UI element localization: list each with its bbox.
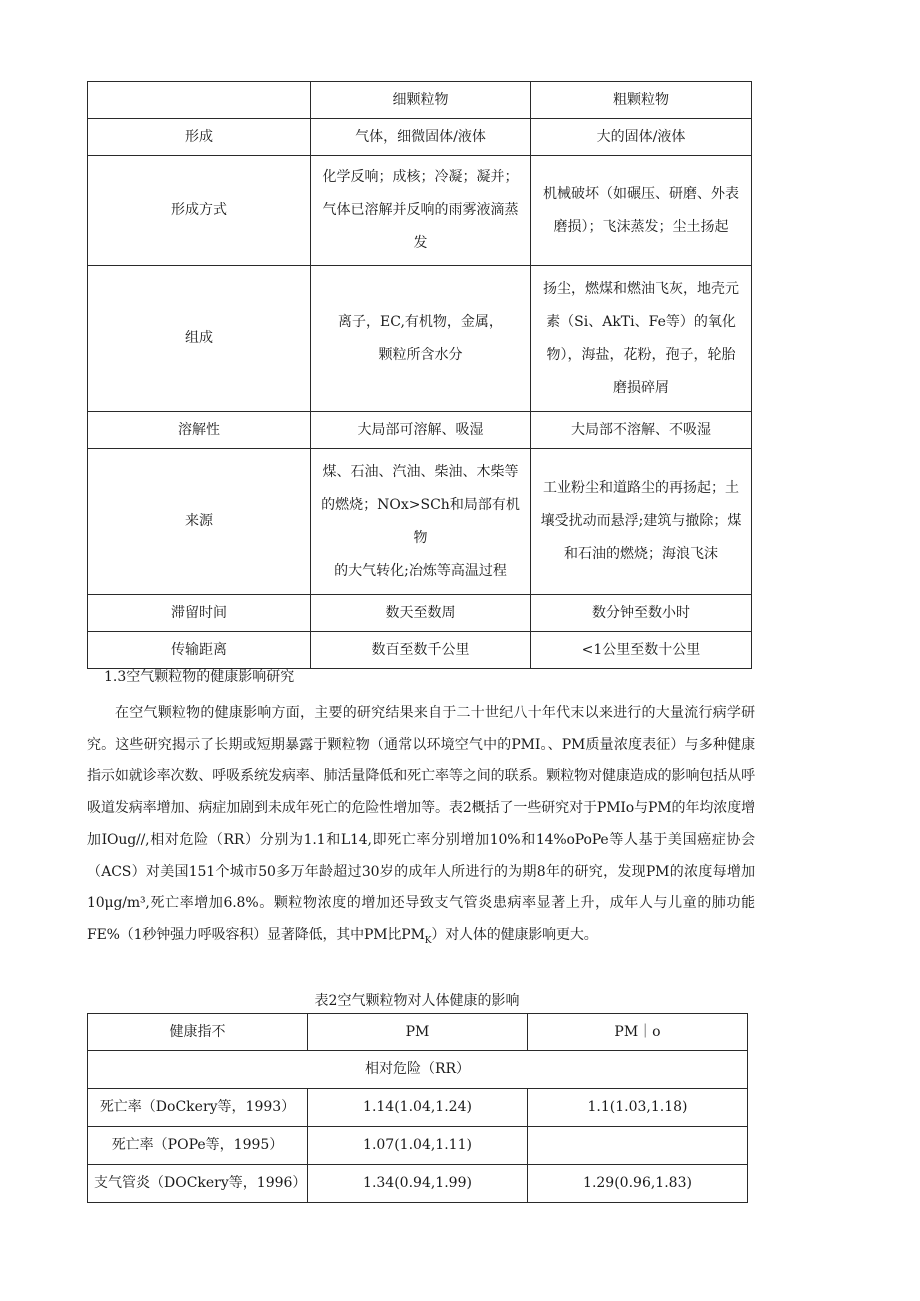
coarse-cell bbox=[531, 449, 752, 595]
cell-line: 素（Si、AkTi、Fe等）的氧化 bbox=[546, 313, 736, 330]
table-row bbox=[88, 156, 752, 266]
cell-line: 数天至数周 bbox=[385, 604, 456, 621]
cell-line: 磨损碎屑 bbox=[613, 379, 669, 396]
coarse-cell bbox=[531, 156, 752, 266]
table-row bbox=[88, 1127, 748, 1165]
health-effects-table bbox=[87, 1013, 748, 1203]
table-row bbox=[88, 119, 752, 156]
table-row bbox=[88, 266, 752, 412]
pm10-value bbox=[528, 1127, 748, 1165]
particle-comparison-table bbox=[87, 81, 752, 669]
cell-line: 物），海盐，花粉，孢子，轮胎 bbox=[546, 346, 736, 363]
paragraph-main-text: 在空气颗粒物的健康影响方面，主要的研究结果来自于二十世纪八十年代末以来进行的大量流行病学研究。这些研究揭示了长期或短期暴露于颗粒物（通常以环境空气中的PMI。、PM质量浓度表征）与多种健康指示如就诊率次数、呼吸系统发病率、肺活量降低和死亡率等之间的联系。颗粒物对健康造成的影响包括从呼吸道发病率增加、病症加剧到未成年死亡的危险性增加等。表2概括了一些研究对于PMIo与PM的年均浓度增加IOug//,相对危险（RR）分别为1.1和L14,即死亡率分别增加10%和14%oPoPe等人基于美国癌症协会（ACS）对美国151个城市50多万年龄超过30岁的成年人所进行的为期8年的研究，发现PM的浓度每增加10μg/m³,死亡率增加6.8%。颗粒物浓度的增加还导致支气管炎患病率显著上升，成年人与儿童的肺功能FE%（1秒钟强力呼吸容积）显著降低，其中PM比PM bbox=[87, 705, 755, 943]
pm-value: 1.07(1.04,1.11) bbox=[308, 1127, 528, 1165]
group-label: 相对危险（RR） bbox=[88, 1051, 748, 1089]
header-cell-pm10: PM｜o bbox=[528, 1014, 748, 1051]
coarse-cell bbox=[531, 632, 752, 669]
header-cell-pm: PM bbox=[308, 1014, 528, 1051]
pm-subscript: K bbox=[424, 935, 432, 946]
cell-line: 机械破坏（如碾压、研磨、外表 bbox=[543, 185, 739, 202]
cell-line: 离子，EC,有机物，金属， bbox=[338, 313, 503, 330]
cell-line: 数百至数千公里 bbox=[371, 641, 470, 658]
coarse-cell bbox=[531, 595, 752, 632]
header-cell-coarse: 粗颗粒物 bbox=[531, 82, 752, 119]
group-row bbox=[88, 1051, 748, 1089]
fine-cell bbox=[311, 412, 531, 449]
pm10-value: 1.1(1.03,1.18) bbox=[528, 1089, 748, 1127]
cell-line: 工业粉尘和道路尘的再扬起；土 bbox=[543, 480, 739, 496]
cell-line: 大局部可溶解、吸湿 bbox=[357, 421, 484, 438]
cell-line: 颗粒所含水分 bbox=[378, 346, 463, 363]
pm10-value: 1.29(0.96,1.83) bbox=[528, 1165, 748, 1203]
row-label: 来源 bbox=[88, 449, 311, 595]
coarse-cell bbox=[531, 412, 752, 449]
table-row bbox=[88, 1165, 748, 1203]
row-label: 组成 bbox=[88, 266, 311, 412]
fine-cell bbox=[311, 632, 531, 669]
row-label: 滞留时间 bbox=[88, 595, 311, 632]
section-heading: 1.3空气颗粒物的健康影响研究 bbox=[104, 669, 295, 685]
cell-line: 煤、石油、汽油、柴油、木柴等 bbox=[322, 463, 519, 480]
table-row bbox=[88, 632, 752, 669]
cell-line: 壤受扰动而悬浮;建筑与撤除；煤 bbox=[540, 513, 742, 529]
row-label: 支气管炎（DOCkery等，1996） bbox=[88, 1165, 308, 1203]
header-cell-indicator: 健康指不 bbox=[88, 1014, 308, 1051]
cell-line: 发 bbox=[413, 235, 428, 251]
fine-cell bbox=[311, 156, 531, 266]
row-label: 死亡率（DoCkery等，1993） bbox=[88, 1089, 308, 1127]
row-label: 死亡率（POPe等，1995） bbox=[88, 1127, 308, 1165]
coarse-cell bbox=[531, 266, 752, 412]
fine-cell bbox=[311, 119, 531, 156]
header-cell-empty bbox=[88, 82, 311, 119]
row-label: 溶解性 bbox=[88, 412, 311, 449]
table2-caption: 表2空气颗粒物对人体健康的影响 bbox=[314, 993, 520, 1009]
row-label: 形成方式 bbox=[88, 156, 311, 266]
cell-line: 的大气转化;冶炼等高温过程 bbox=[334, 562, 507, 579]
table-row bbox=[88, 595, 752, 632]
cell-line: 数分钟至数小时 bbox=[592, 604, 690, 621]
cell-line: 化学反响；成核；冷凝；凝并； bbox=[322, 169, 519, 185]
cell-line: 气体，细微固体/液体 bbox=[355, 128, 486, 145]
table-header-row bbox=[88, 1014, 748, 1051]
cell-line: 气体已溶解并反响的雨雾液滴蒸 bbox=[322, 202, 519, 218]
header-cell-fine: 细颗粒物 bbox=[311, 82, 531, 119]
cell-line: 和石油的燃烧；海浪飞沫 bbox=[564, 546, 718, 562]
row-label: 传输距离 bbox=[88, 632, 311, 669]
table-row bbox=[88, 1089, 748, 1127]
cell-line: 的燃烧；NOx>SCh和局部有机物 bbox=[321, 496, 520, 546]
cell-line: 扬尘，燃煤和燃油飞灰，地壳元 bbox=[543, 280, 739, 297]
pm-value: 1.34(0.94,1.99) bbox=[308, 1165, 528, 1203]
fine-cell bbox=[311, 449, 531, 595]
row-label: 形成 bbox=[88, 119, 311, 156]
pm-value: 1.14(1.04,1.24) bbox=[308, 1089, 528, 1127]
fine-cell bbox=[311, 595, 531, 632]
paragraph-end-text: ）对人体的健康影响更大。 bbox=[431, 926, 598, 943]
cell-line: 大的固体/液体 bbox=[596, 128, 686, 145]
cell-line: <1公里至数十公里 bbox=[581, 641, 701, 658]
cell-line: 大局部不溶解、不吸湿 bbox=[571, 421, 711, 438]
table-header-row bbox=[88, 82, 752, 119]
coarse-cell bbox=[531, 119, 752, 156]
table-row bbox=[88, 449, 752, 595]
body-paragraph bbox=[87, 698, 755, 957]
fine-cell bbox=[311, 266, 531, 412]
cell-line: 磨损）；飞沫蒸发；尘土扬起 bbox=[553, 218, 729, 235]
table-row bbox=[88, 412, 752, 449]
